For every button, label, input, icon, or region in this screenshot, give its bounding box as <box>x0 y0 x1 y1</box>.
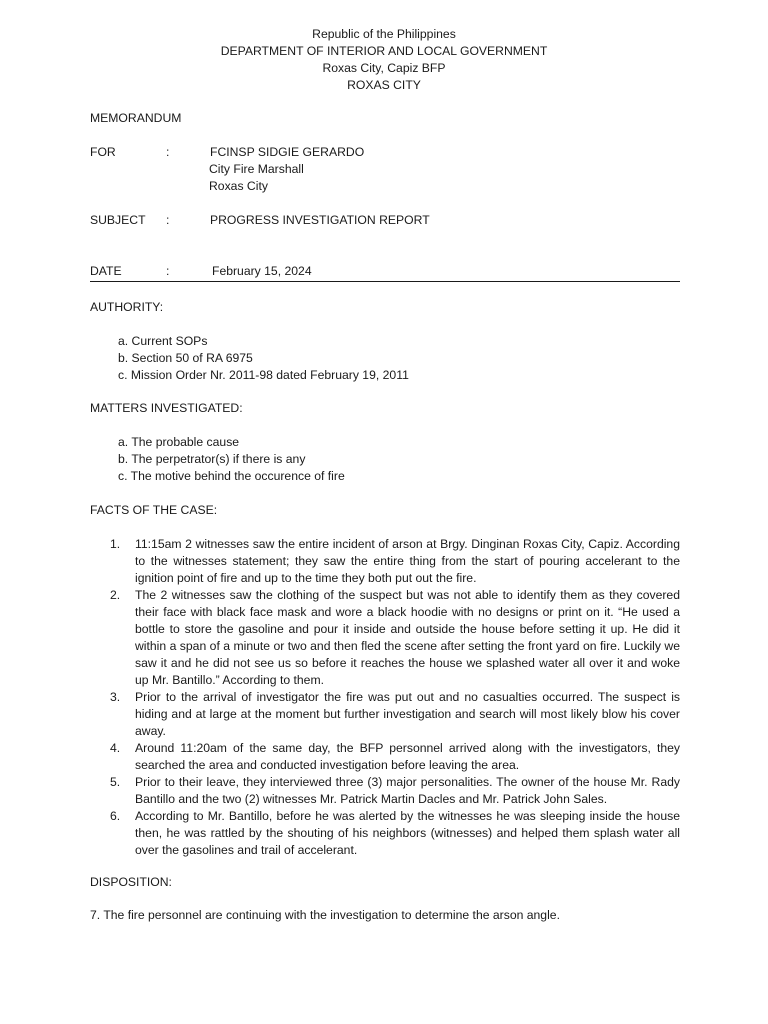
facts-heading: FACTS OF THE CASE: <box>90 503 218 517</box>
fact-number: 4. <box>110 741 121 755</box>
fact-text: The 2 witnesses saw the clothing of the suspect but was not able to identify them as they covered their face with black face mask and wore a black hoodie with no designs or print on it. “He used a bottle to store the gasoline and pour it inside and outside the house before setting it up. He did it within a span of a minute or two and then fled the scene after setting the front yard on fire. Luckily we saw it and he did not see us so before it reaches the house we splashed water all over it and woke up Mr. Bantillo.” According to them. <box>135 588 680 687</box>
authority-list <box>118 333 409 384</box>
header-divider <box>90 281 680 282</box>
subject-value: PROGRESS INVESTIGATION REPORT <box>210 213 430 227</box>
authority-item: c. Mission Order Nr. 2011-98 dated February 19, 2011 <box>118 368 409 382</box>
for-name: FCINSP SIDGIE GERARDO <box>210 145 365 159</box>
letterhead-department: DEPARTMENT OF INTERIOR AND LOCAL GOVERNMENT <box>220 44 548 58</box>
fact-text: Prior to the arrival of investigator the fire was put out and no casualties occurred. The suspect is hiding and at large at the moment but further investigation and search will most likely blow his cover away. <box>135 690 680 738</box>
fact-item <box>90 740 680 774</box>
date-colon: : <box>166 264 170 278</box>
letterhead <box>0 26 768 94</box>
facts-list <box>90 536 680 859</box>
matters-item: c. The motive behind the occurence of fire <box>118 469 345 483</box>
subject-label: SUBJECT <box>90 213 146 227</box>
date-label: DATE <box>90 264 122 278</box>
fact-number: 1. <box>110 537 121 551</box>
for-colon: : <box>166 145 170 159</box>
authority-item: a. Current SOPs <box>118 334 208 348</box>
fact-item <box>90 808 680 859</box>
fact-item <box>90 774 680 808</box>
matters-list <box>118 434 345 485</box>
disposition-text: 7. The fire personnel are continuing with the investigation to determine the arson angle. <box>90 908 560 922</box>
fact-text: Prior to their leave, they interviewed three (3) major personalities. The owner of the house Mr. Rady Bantillo and the two (2) witnesses Mr. Patrick Martin Dacles and Mr. Patrick John Sales. <box>135 775 680 806</box>
fact-item <box>90 689 680 740</box>
matters-item: a. The probable cause <box>118 435 240 449</box>
letterhead-office: Roxas City, Capiz BFP <box>322 61 446 75</box>
fact-text: 11:15am 2 witnesses saw the entire incident of arson at Brgy. Dinginan Roxas City, Capiz. According to the witnesses statement; they saw the entire thing from the start of pouring accelerant to the ignition point of fire and up to the time they both put out the fire. <box>135 537 680 585</box>
memo-title: MEMORANDUM <box>90 111 182 125</box>
fact-number: 6. <box>110 809 121 823</box>
matters-item: b. The perpetrator(s) if there is any <box>118 452 306 466</box>
fact-item <box>90 587 680 689</box>
fact-number: 5. <box>110 775 121 789</box>
for-location: Roxas City <box>209 179 268 193</box>
letterhead-city: ROXAS CITY <box>347 78 421 92</box>
fact-text: According to Mr. Bantillo, before he was alerted by the witnesses he was sleeping inside the house then, he was rattled by the shouting of his neighbors (witnesses) and helped them splash water all over the gasolines and trail of accelerant. <box>135 809 680 857</box>
fact-number: 3. <box>110 690 121 704</box>
matters-heading: MATTERS INVESTIGATED: <box>90 401 243 415</box>
subject-colon: : <box>166 213 170 227</box>
authority-heading: AUTHORITY: <box>90 300 164 314</box>
for-label: FOR <box>90 145 116 159</box>
for-position: City Fire Marshall <box>209 162 304 176</box>
fact-item <box>90 536 680 587</box>
letterhead-republic: Republic of the Philippines <box>312 27 456 41</box>
date-value: February 15, 2024 <box>212 264 312 278</box>
fact-number: 2. <box>110 588 121 602</box>
fact-text: Around 11:20am of the same day, the BFP personnel arrived along with the investigators, they searched the area and conducted investigation before leaving the area. <box>135 741 680 772</box>
authority-item: b. Section 50 of RA 6975 <box>118 351 253 365</box>
disposition-heading: DISPOSITION: <box>90 875 172 889</box>
